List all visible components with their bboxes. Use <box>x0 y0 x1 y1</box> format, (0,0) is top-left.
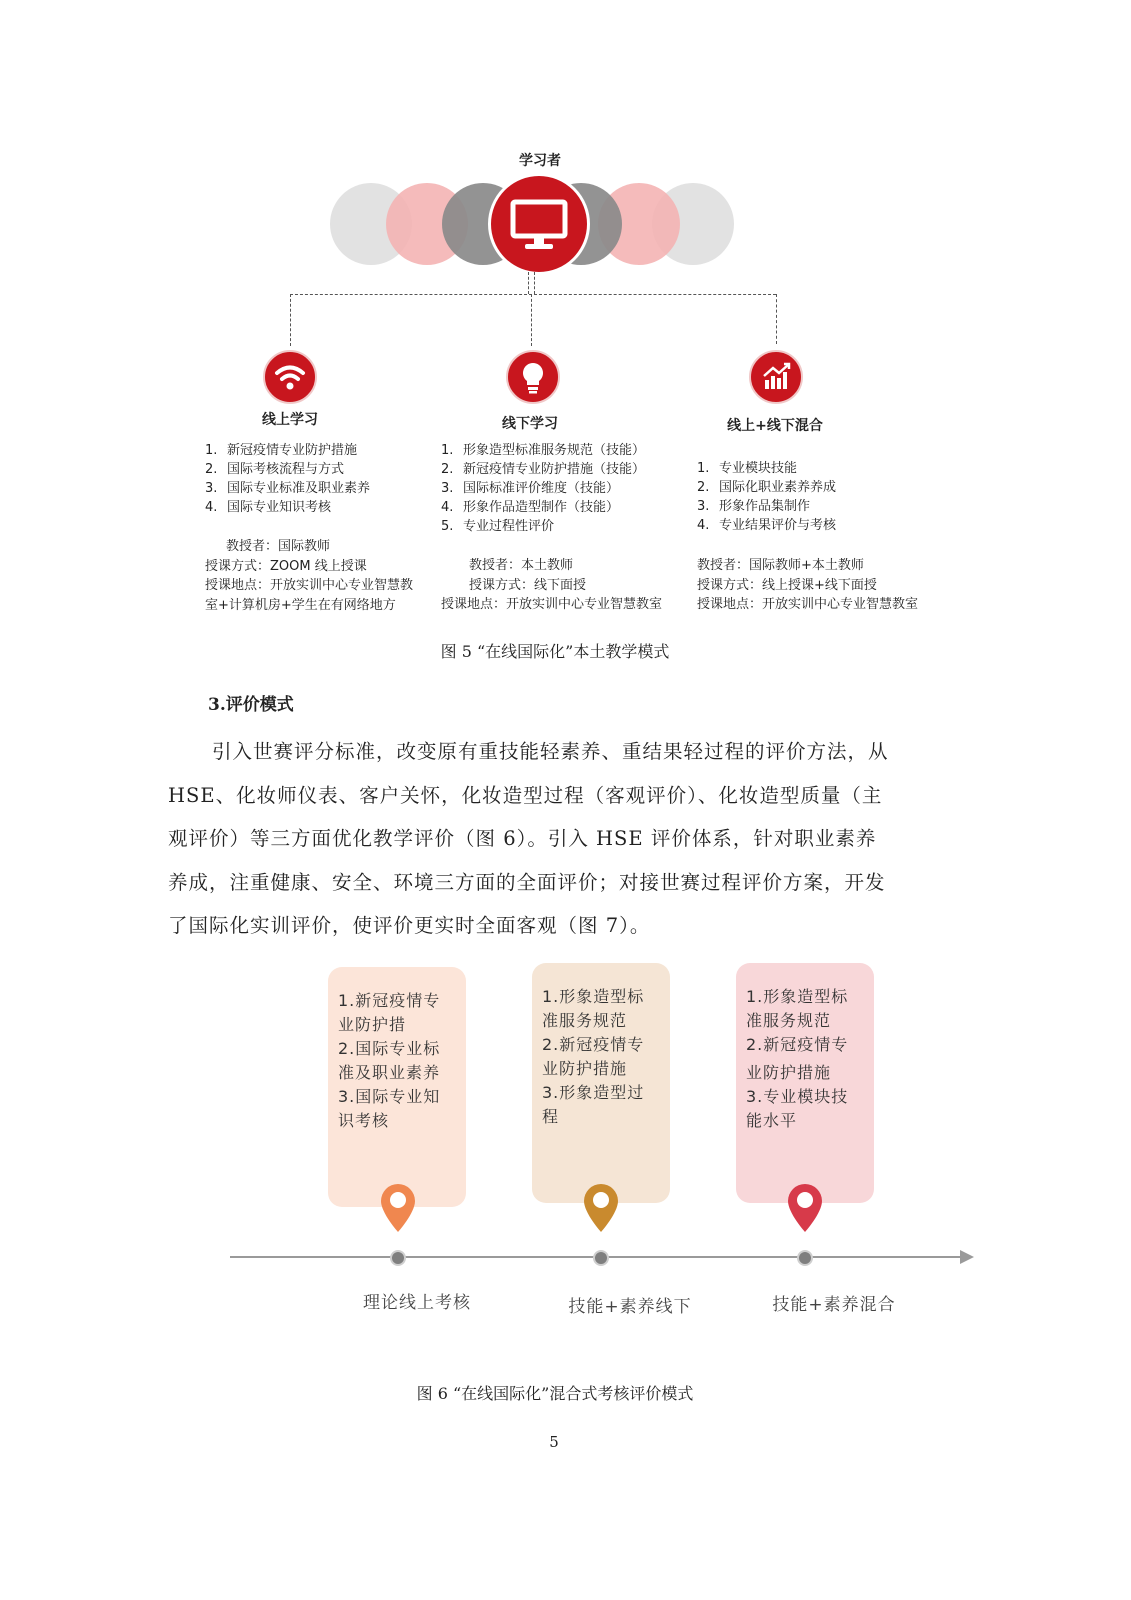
timeline-dot <box>593 1250 609 1266</box>
assessment-card-offline: 1.形象造型标 准服务规范 2.新冠疫情专 业防护措施 3.形象造型过 程 <box>532 963 670 1203</box>
list-item: 1. 专业模块技能 <box>697 461 798 476</box>
figure6-caption: 图 6 “在线国际化”混合式考核评价模式 <box>416 1384 694 1403</box>
blended-topic-list <box>697 459 836 535</box>
axis-label-offline: 技能+素养线下 <box>568 1297 692 1317</box>
list-item: 3. 国际专业标准及职业素养 <box>205 481 371 496</box>
blended-learning-badge <box>749 350 803 404</box>
online-learning-badge <box>263 350 317 404</box>
offline-topic-list <box>441 441 645 536</box>
monitor-icon <box>491 176 587 272</box>
list-item: 2. 国际考核流程与方式 <box>205 462 345 477</box>
list-item: 4. 国际专业知识考核 <box>205 500 332 515</box>
list-item: 2. 新冠疫情专业防护措施（技能） <box>441 462 646 477</box>
list-item: 5. 专业过程性评价 <box>441 519 555 534</box>
section-heading: 3.评价模式 <box>208 695 294 715</box>
growth-chart-icon <box>751 352 801 402</box>
map-pin-icon <box>378 1182 418 1234</box>
column-title-offline: 线下学习 <box>502 416 558 432</box>
section-paragraph: 引入世赛评分标准，改变原有重技能轻素养、重结果轻过程的评价方法，从 HSE、化妆师仪表、客户关怀，化妆造型过程（客观评价）、化妆造型质量（主 观评价）等三方面优化教学评价（图 6）。引入 HSE 评价体系，针对职业素养 养成，注重健康、安全、环境三方面的全面评价；对接世赛过程评价方案，开发 了国际化实训评价，使评价更实时全面客观（图 7）。 <box>168 740 889 937</box>
map-pin-icon <box>785 1182 825 1234</box>
column-title-blended: 线上+线下混合 <box>727 418 823 434</box>
list-item: 4. 形象作品造型制作（技能） <box>441 500 620 515</box>
online-meta: 教授者：国际教师 授课方式：ZOOM 线上授课 授课地点：开放实训中心专业智慧教 室+计算机房+学生在有网络地方 <box>205 539 414 613</box>
list-item: 1. 形象造型标准服务规范（技能） <box>441 443 646 458</box>
blended-meta: 教授者：国际教师+本土教师 授课方式：线上授课+线下面授 授课地点：开放实训中心专业智慧教室 <box>697 558 919 612</box>
learner-label: 学习者 <box>519 153 561 169</box>
page-number: 5 <box>549 1433 559 1451</box>
axis-label-blended: 技能+素养混合 <box>772 1295 896 1315</box>
learner-monitor-circle <box>488 173 590 275</box>
figure5-caption: 图 5 “在线国际化”本土教学模式 <box>440 642 670 661</box>
online-topic-list <box>205 441 370 517</box>
list-item: 1. 新冠疫情专业防护措施 <box>205 443 358 458</box>
map-pin-icon <box>581 1182 621 1234</box>
wifi-icon <box>265 352 315 402</box>
list-item: 2. 国际化职业素养养成 <box>697 480 837 495</box>
arrow-right-icon <box>960 1250 974 1264</box>
lightbulb-icon <box>508 352 558 402</box>
offline-learning-badge <box>506 350 560 404</box>
timeline-dot <box>390 1250 406 1266</box>
assessment-card-blended: 1.形象造型标 准服务规范 2.新冠疫情专 业防护措施 3.专业模块技 能水平 <box>736 963 874 1203</box>
list-item: 4. 专业结果评价与考核 <box>697 518 837 533</box>
column-title-online: 线上学习 <box>262 412 318 428</box>
axis-label-online: 理论线上考核 <box>363 1293 471 1313</box>
assessment-card-online: 1.新冠疫情专 业防护措 2.国际专业标 准及职业素养 3.国际专业知 识考核 <box>328 967 466 1207</box>
timeline-dot <box>797 1250 813 1266</box>
list-item: 3. 国际标准评价维度（技能） <box>441 481 620 496</box>
list-item: 3. 形象作品集制作 <box>697 499 811 514</box>
offline-meta: 教授者：本土教师 授课方式：线下面授 授课地点：开放实训中心专业智慧教室 <box>441 558 663 612</box>
